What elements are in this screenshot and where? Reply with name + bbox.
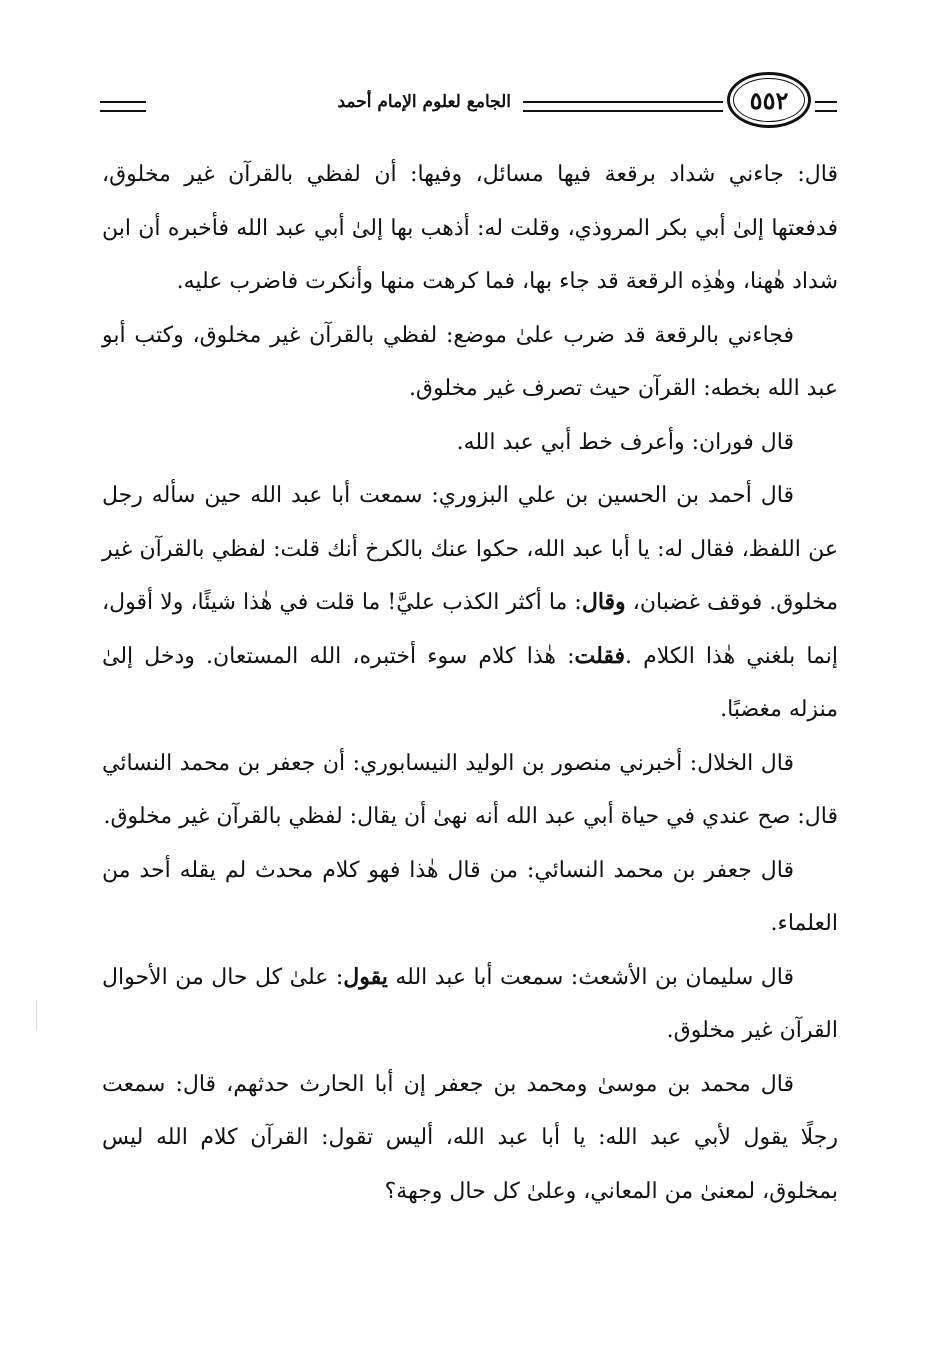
- paragraph-text: قال سليمان بن الأشعث: سمعت أبا عبد الله: [387, 964, 794, 990]
- paragraph: [102, 951, 838, 1058]
- page-body: [102, 148, 838, 1218]
- header-rule-middle: [523, 101, 723, 112]
- running-header: [100, 70, 837, 140]
- paragraph-text: قال محمد بن موسىٰ ومحمد بن جعفر إن أبا الحارث حدثهم، قال: سمعت رجلًا يقول لأبي عبد الله: يا أبا عبد الله، أليس تقول: القرآن كلام الله ليس بمخلوق، لمعنىٰ من المعاني، وعلىٰ كل حال وجهة؟: [102, 1071, 838, 1204]
- paragraph: [102, 469, 838, 737]
- bold-keyword: وقال: [581, 589, 626, 615]
- scan-mark: [36, 1000, 37, 1030]
- paragraph-text: قال جعفر بن محمد النسائي: من قال هٰذا فهو كلام محدث لم يقله أحد من العلماء.: [102, 857, 838, 936]
- paragraph: [102, 148, 838, 309]
- paragraph: [102, 309, 838, 416]
- bold-keyword: يقول: [343, 963, 388, 990]
- paragraph-text: قال الخلال: أخبرني منصور بن الوليد النيسابوري: أن جعفر بن محمد النسائي قال: صح عندي في حياة أبي عبد الله أنه نهىٰ أن يقال: لفظي بالقرآن غير مخلوق.: [102, 750, 838, 829]
- page-number-badge: [727, 72, 811, 128]
- header-rule-right: [815, 101, 837, 112]
- paragraph-text: قال: جاءني شداد برقعة فيها مسائل، وفيها: أن لفظي بالقرآن غير مخلوق، فدفعتها إلىٰ أبي بكر المروذي، وقلت له: أذهب بها إلىٰ أبي عبد الله فأخبره أن ابن شداد هٰهنا، وهٰذِه الرقعة قد جاء بها، فما كرهت منها وأنكرت فاضرب عليه.: [102, 162, 838, 294]
- paragraph: [102, 1058, 838, 1219]
- bold-keyword: فقلت: [574, 642, 626, 669]
- paragraph-text: : هٰذا كلام سوء أختبره، الله المستعان. ودخل إلىٰ منزله مغضبًا.: [102, 643, 838, 722]
- paragraph-text: : ما أكثر الكذب عليَّ! ما قلت في هٰذا شيئًا، ولا أقول، إنما بلغني هٰذا الكلام .: [102, 590, 839, 669]
- paragraph-text: قال فوران: وأعرف خط أبي عبد الله.: [456, 429, 794, 455]
- paragraph: [102, 737, 838, 844]
- paragraph-text: فجاءني بالرقعة قد ضرب علىٰ موضع: لفظي بالقرآن غير مخلوق، وكتب أبو عبد الله بخطه: القرآن حيث تصرف غير مخلوق.: [102, 322, 838, 401]
- running-title: الجامع لعلوم الإمام أحمد: [337, 92, 511, 112]
- paragraph-text: قال أحمد بن الحسين بن علي البزوري: سمعت أبا عبد الله حين سأله رجل عن اللفظ، فقال له: يا أبا عبد الله، حكوا عنك بالكرخ أنك قلت: لفظي بالقرآن غير مخلوق. فوقف غضبان،: [102, 483, 838, 615]
- paragraph: [102, 416, 838, 470]
- paragraph: [102, 844, 838, 951]
- header-rule-left: [100, 101, 146, 112]
- paragraph-text: : علىٰ كل حال من الأحوال القرآن غير مخلوق.: [102, 964, 838, 1043]
- page-number: ٥٥٢: [749, 85, 789, 115]
